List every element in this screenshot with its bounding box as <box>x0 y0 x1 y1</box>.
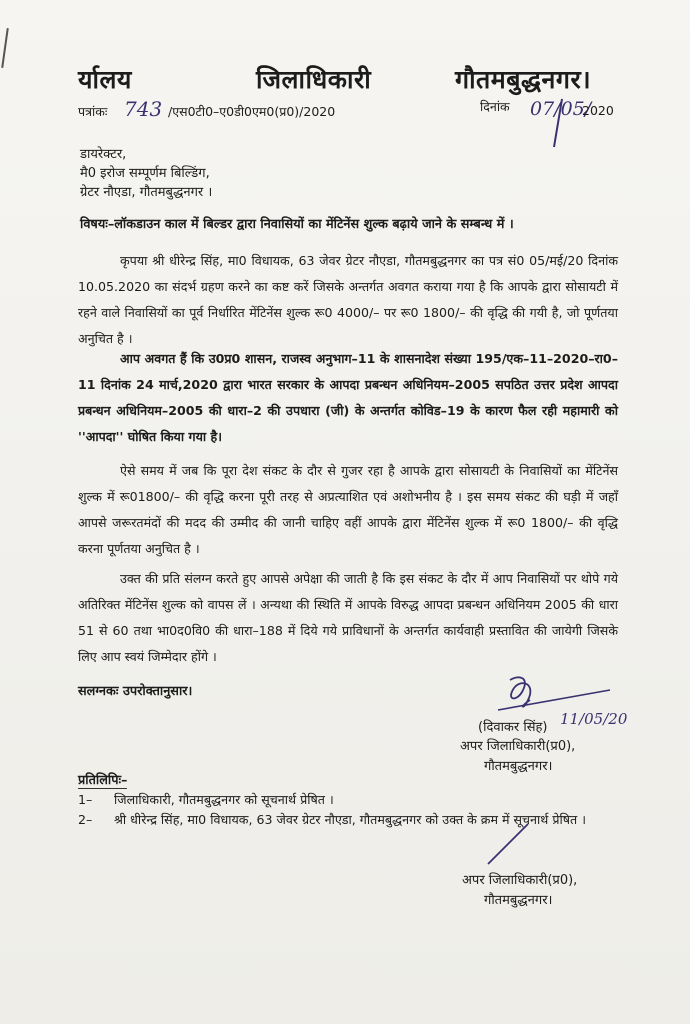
letterhead-designation: जिलाधिकारी <box>256 65 372 94</box>
signatory-name: (दिवाकर सिंह) <box>478 720 548 735</box>
signatory-designation: अपर जिलाधिकारी(प्र0), <box>460 739 576 754</box>
subject-line: विषयः–लॉकडाउन काल में बिल्डर द्वारा निवासियों का मेंटिनेंस शुल्क बढ़ाये जाने के सम्बन्ध में । <box>80 217 514 232</box>
enclosure-line: सलग्नकः उपरोक्तानुसार। <box>78 684 193 699</box>
paragraph-4-text: उक्त की प्रति संलग्न करते हुए आपसे अपेक्षा की जाती है कि इस संकट के दौर में आप निवासियों पर थोपे गये अतिरिक्त मेंटिनेंस शुल्क को वापस लें । अन्यथा की स्थिति में आपके विरुद्ध आपदा प्रबन्धन अधिनियम 2005 की धारा 51 से 60 तथा भा0द0वि0 की धारा–188 में दिये गये प्राविधानों के अन्तर्गत कार्यवाही प्रस्तावित की जायेगी जिसके लिए आप स्वयं जिम्मेदार होंगे । <box>78 571 618 664</box>
letterhead-office: र्यालय <box>78 65 132 94</box>
footer-district: गौतमबुद्धनगर। <box>484 893 553 908</box>
date-label: दिनांक <box>480 99 510 114</box>
paragraph-3 <box>78 458 618 562</box>
paragraph-1-text: कृपया श्री धीरेन्द्र सिंह, मा0 विधायक, 63 जेवर ग्रेटर नौएडा, गौतमबुद्धनगर का पत्र सं0 05/मई/20 दिनांक 10.05.2020 का संदर्भ ग्रहण करने का कष्ट करें जिसके अन्तर्गत अवगत कराया गया है कि आपके द्वारा सोसायटी में रहने वाले निवासियों का पूर्व निर्धारित मेंटिनेंस शुल्क रू0 4000/– पर रू0 1800/– की वृद्धि की गयी है, जो पूर्णतया अनुचित है । <box>78 253 618 346</box>
letterhead-district: गौतमबुद्धनगर। <box>455 65 592 94</box>
reference-number-handwritten: 743 <box>124 97 163 121</box>
recipient-line-1: डायरेक्टर, <box>80 147 127 162</box>
footer-designation: अपर जिलाधिकारी(प्र0), <box>462 873 578 888</box>
reference-code: /एस0टी0–ए0डी0एम0(प्र0)/2020 <box>168 104 336 119</box>
recipient-line-2: मै0 इरोज सम्पूर्णम बिल्डिंग, <box>80 166 210 181</box>
copy-item-2-text: श्री धीरेन्द्र सिंह, मा0 विधायक, 63 जेवर ग्रेटर नौएडा, गौतमबुद्धनगर को उक्त के क्रम में सूचनार्थ प्रेषित । <box>114 812 587 827</box>
copy-item-2-number: 2– <box>78 812 93 827</box>
paragraph-1 <box>78 248 618 352</box>
signatory-district: गौतमबुद्धनगर। <box>484 759 553 774</box>
margin-mark <box>1 28 9 68</box>
reference-label: पत्रांकः <box>78 104 108 119</box>
copy-item-1-number: 1– <box>78 792 93 807</box>
signatory-date-handwritten: 11/05/20 <box>560 710 628 728</box>
paragraph-2 <box>78 346 618 450</box>
recipient-line-3: ग्रेटर नौएडा, गौतमबुद्धनगर । <box>80 185 213 200</box>
footer-pen-stroke <box>470 820 550 870</box>
date-handwritten: 07/05/ <box>530 98 592 120</box>
copy-to-heading: प्रतिलिपिः– <box>78 770 127 789</box>
copy-item-1-text: जिलाधिकारी, गौतमबुद्धनगर को सूचनार्थ प्रेषित । <box>114 792 334 807</box>
date-slash-stroke <box>540 95 580 155</box>
paragraph-2-text: आप अवगत हैं कि उ0प्र0 शासन, राजस्व अनुभाग–11 के शासनादेश संख्या 195/एक–11–2020–रा0–11 दिनांक 24 मार्च,2020 द्वारा भारत सरकार के आपदा प्रबन्धन अधिनियम–2005 सपठित उत्तर प्रदेश आपदा प्रबन्धन अधिनियम–2005 की धारा–2 की उपधारा (जी) के अन्तर्गत कोविड–19 के कारण फैल रही महामारी को ''आपदा'' घोषित किया गया है। <box>78 351 618 444</box>
date-year: 2020 <box>582 103 614 118</box>
paragraph-3-text: ऐसे समय में जब कि पूरा देश संकट के दौर से गुजर रहा है आपके द्वारा सोसायटी के निवासियों का मेंटिनेंस शुल्क में रू01800/– की वृद्धि करना पूरी तरह से अप्रत्याशित एवं अशोभनीय है । इस समय संकट की घड़ी में जहाँ आपसे जरूरतमंदों की मदद की उम्मीद की जानी चाहिए वहीं आपके द्वारा मेंटिनेंस शुल्क में रू0 1800/– की वृद्धि करना पूर्णतया अनुचित है । <box>78 463 618 556</box>
paragraph-4 <box>78 566 618 670</box>
